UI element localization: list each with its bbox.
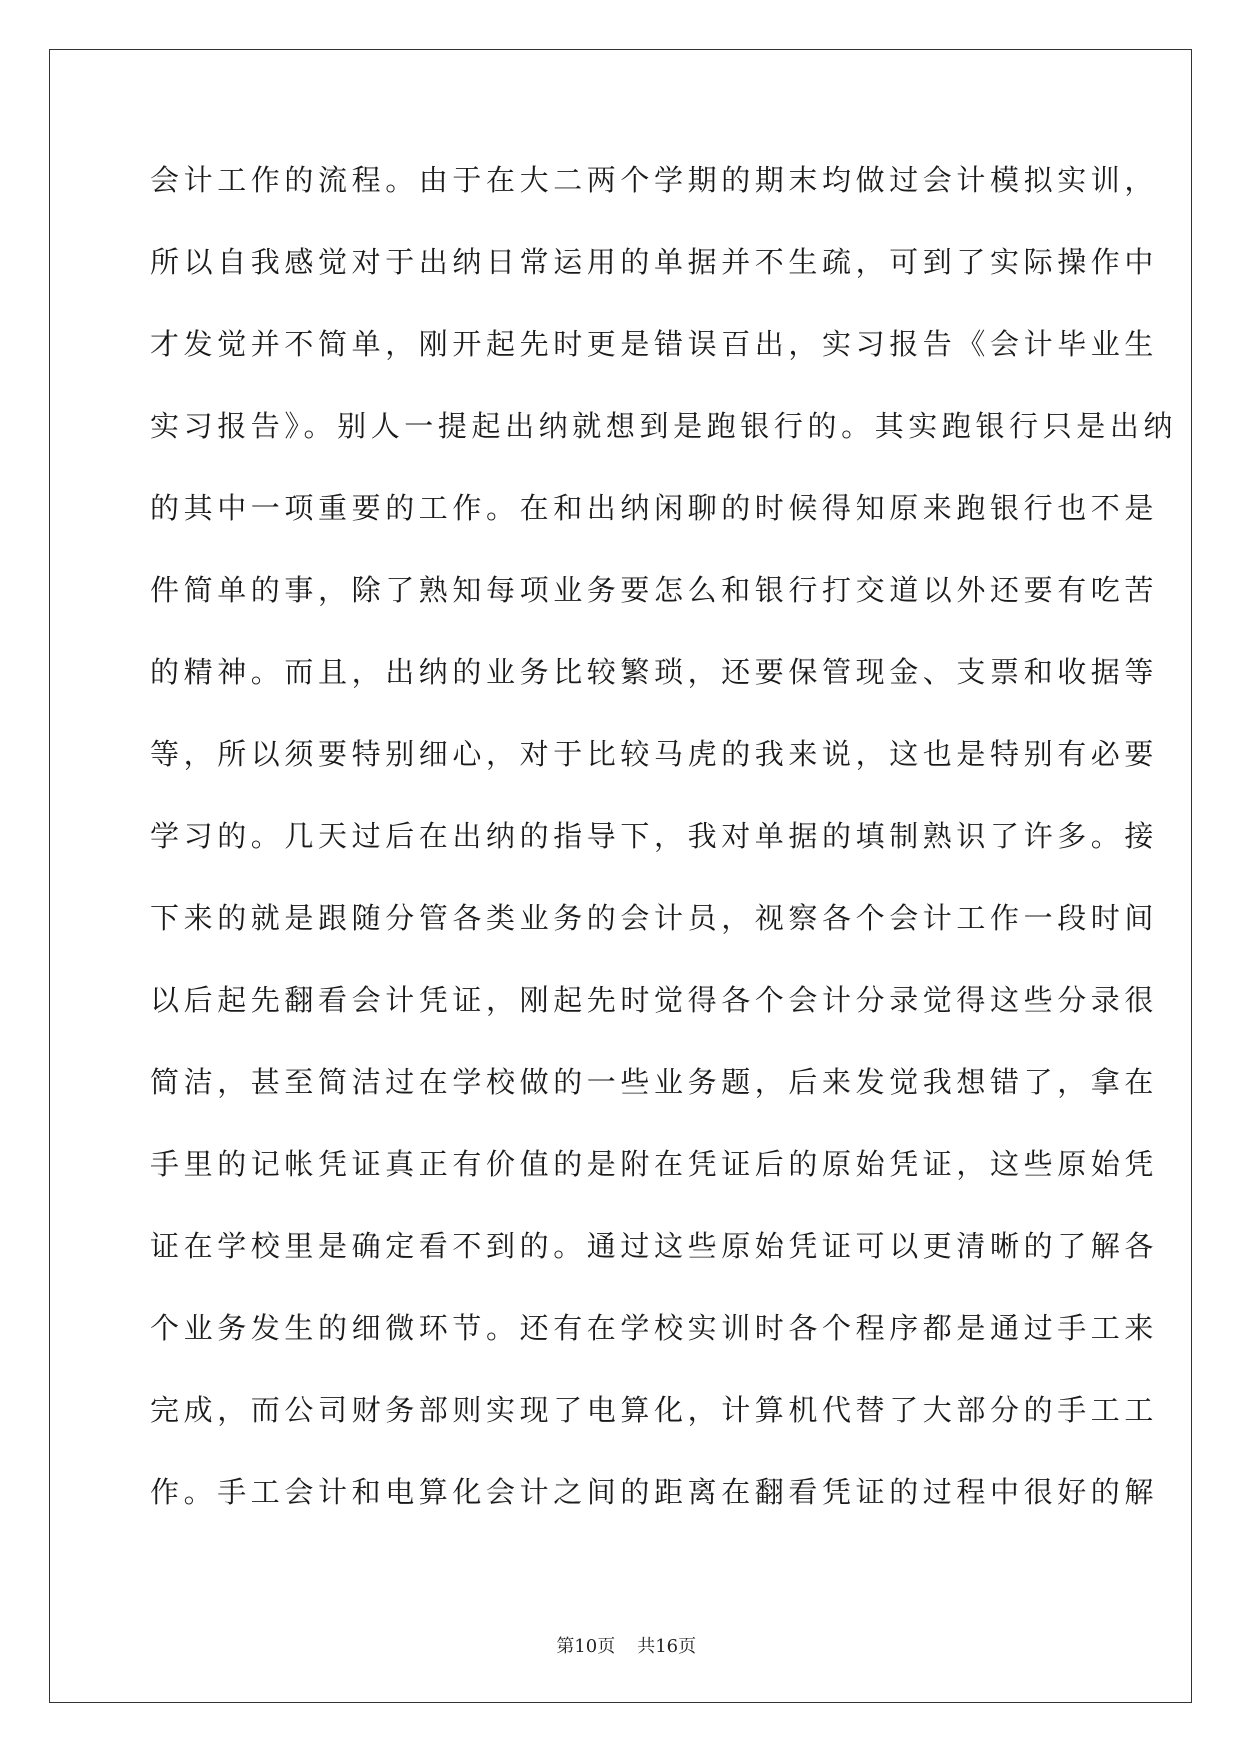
text-line: 等，所以须要特别细心，对于比较马虎的我来说，这也是特别有必要: [150, 737, 1159, 771]
text-line: 件简单的事，除了熟知每项业务要怎么和银行打交道以外还要有吃苦: [150, 573, 1159, 607]
text-line: 所以自我感觉对于出纳日常运用的单据并不生疏，可到了实际操作中: [150, 245, 1159, 279]
text-line: 实习报告》。别人一提起出纳就想到是跑银行的。其实跑银行只是出纳: [150, 409, 1178, 443]
page-number-total: 共16页: [637, 1636, 697, 1657]
document-body: [150, 160, 1178, 1554]
page-number-current: 第10页: [556, 1636, 616, 1657]
text-line: 以后起先翻看会计凭证，刚起先时觉得各个会计分录觉得这些分录很: [150, 983, 1159, 1017]
text-line: 简洁，甚至简洁过在学校做的一些业务题，后来发觉我想错了，拿在: [150, 1065, 1159, 1099]
text-line: 完成，而公司财务部则实现了电算化，计算机代替了大部分的手工工: [150, 1393, 1159, 1427]
text-line: 手里的记帐凭证真正有价值的是附在凭证后的原始凭证，这些原始凭: [150, 1147, 1159, 1181]
text-line: 学习的。几天过后在出纳的指导下，我对单据的填制熟识了许多。接: [150, 819, 1159, 853]
text-line: 的精神。而且，出纳的业务比较繁琐，还要保管现金、支票和收据等: [150, 655, 1159, 689]
text-line: 下来的就是跟随分管各类业务的会计员，视察各个会计工作一段时间: [150, 901, 1159, 935]
text-line: 的其中一项重要的工作。在和出纳闲聊的时候得知原来跑银行也不是: [150, 491, 1159, 525]
text-line: 才发觉并不简单，刚开起先时更是错误百出，实习报告《会计毕业生: [150, 327, 1159, 361]
text-line: 会计工作的流程。由于在大二两个学期的期末均做过会计模拟实训，: [150, 163, 1159, 197]
text-line: 证在学校里是确定看不到的。通过这些原始凭证可以更清晰的了解各: [150, 1229, 1159, 1263]
text-line: 个业务发生的细微环节。还有在学校实训时各个程序都是通过手工来: [150, 1311, 1159, 1345]
text-line: 作。手工会计和电算化会计之间的距离在翻看凭证的过程中很好的解: [150, 1475, 1159, 1509]
page-footer: [0, 1611, 1241, 1658]
